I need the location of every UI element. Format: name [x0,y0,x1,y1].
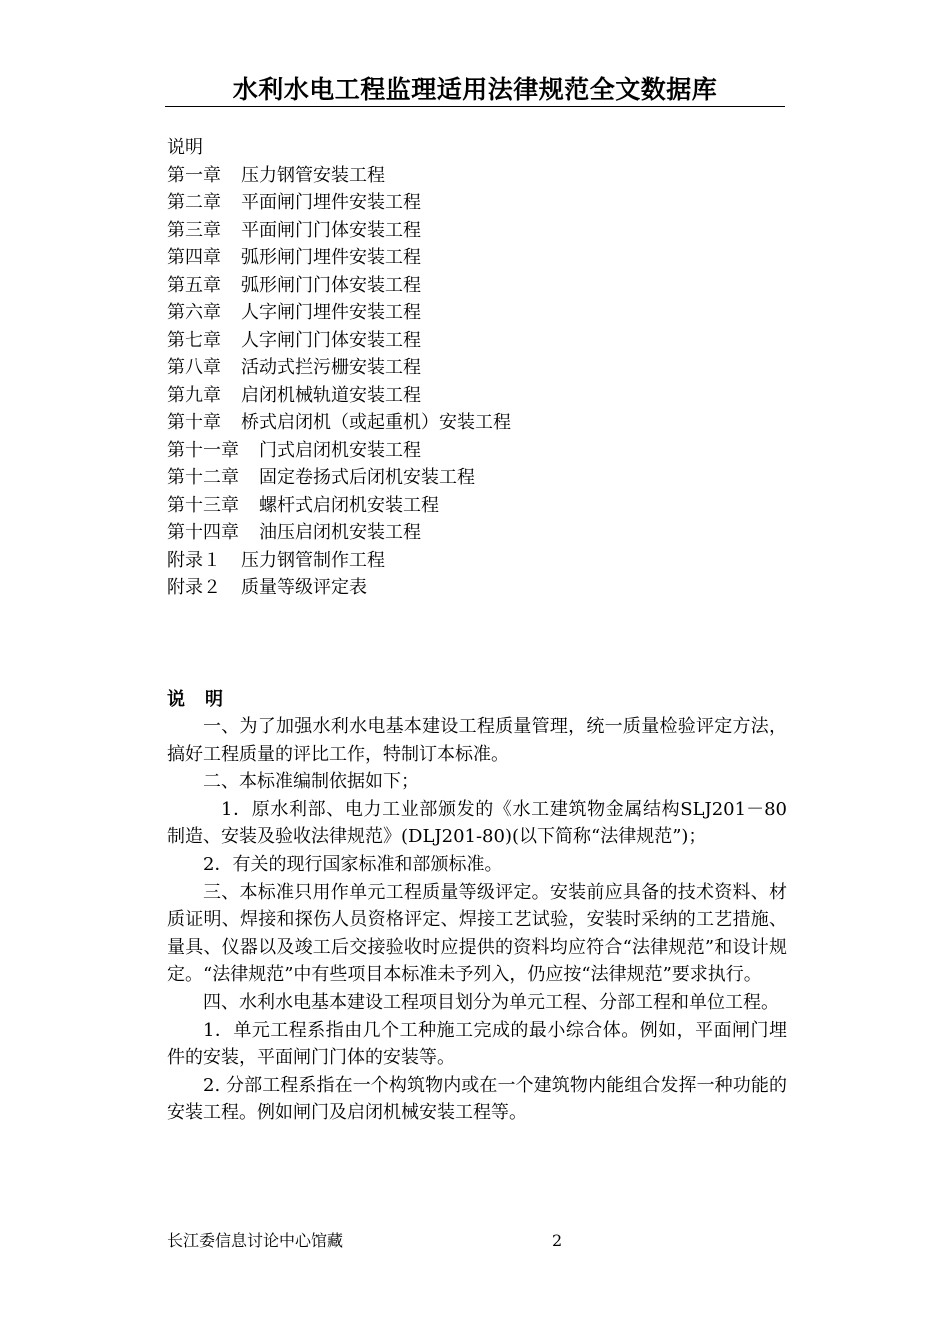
toc-item-number: 附录１ [167,549,221,571]
toc-item [167,189,787,217]
toc-item-title: 门式启闭机安装工程 [259,439,421,461]
toc-item-number: 说明 [167,137,203,158]
toc-item-title: 质量等级评定表 [241,577,367,598]
toc-item [167,134,787,162]
toc-item [167,519,787,547]
paragraph: 2．有关的现行国家标准和部颁标准。 [203,853,503,875]
toc-item-number: 第九章 [167,384,221,406]
toc-item-number: 第七章 [167,329,221,351]
toc-item [167,162,787,190]
toc-item-number: 第八章 [167,357,221,378]
paragraph: 2. 分部工程系指在一个构筑物内或在一个建筑物内能组合发挥一种功能的安装工程。例如闸门及启闭机械安装工程等。 [167,1074,787,1124]
toc-item-title: 桥式启闭机（或起重机）安装工程 [241,412,511,433]
toc-item-title: 人字闸门门体安装工程 [241,329,421,351]
paragraph: 1．单元工程系指由几个工种施工完成的最小综合体。例如，平面闸门埋件的安装，平面闸门门体的安装等。 [167,1019,787,1069]
toc-item-title: 活动式拦污栅安装工程 [241,357,421,378]
toc-item [167,492,787,520]
toc-item-title: 平面闸门埋件安装工程 [241,192,421,213]
toc-item-title: 平面闸门门体安装工程 [241,219,421,241]
toc-item [167,437,787,465]
toc-item-title: 人字闸门埋件安装工程 [241,302,421,323]
toc-item-title: 螺杆式启闭机安装工程 [259,494,439,516]
toc-item-number: 第十二章 [167,467,239,488]
toc-item-title: 压力钢管制作工程 [241,549,385,571]
toc-item-number: 第一章 [167,164,221,186]
toc-item-title: 弧形闸门门体安装工程 [241,274,421,296]
toc-item-number: 第五章 [167,274,221,296]
toc-item-number: 第十四章 [167,522,239,543]
footer-source: 长江委信息讨论中心馆藏 [167,1231,344,1250]
header-title: 水利水电工程监理适用法律规范全文数据库 [232,75,718,104]
page-header [165,74,785,106]
toc-item [167,272,787,300]
toc-item [167,547,787,575]
toc-item-number: 第四章 [167,247,221,268]
toc-item [167,217,787,245]
table-of-contents [167,134,787,602]
toc-item [167,244,787,272]
toc-item [167,574,787,602]
toc-item [167,409,787,437]
toc-item [167,382,787,410]
toc-item-title: 启闭机械轨道安装工程 [241,384,421,406]
header-rule [165,106,785,107]
toc-item-number: 第二章 [167,192,221,213]
toc-item-number: 第三章 [167,219,221,241]
toc-item-title: 压力钢管安装工程 [241,164,385,186]
toc-item-title: 弧形闸门埋件安装工程 [241,247,421,268]
toc-item-number: 附录２ [167,577,221,598]
toc-item-title: 固定卷扬式后闭机安装工程 [259,467,475,488]
toc-item [167,354,787,382]
toc-item [167,327,787,355]
section-body [167,713,805,1127]
toc-item [167,299,787,327]
toc-item-title: 油压启闭机安装工程 [259,522,421,543]
paragraph: 四、水利水电基本建设工程项目划分为单元工程、分部工程和单位工程。 [203,991,779,1013]
paragraph: 三、本标准只用作单元工程质量等级评定。安装前应具备的技术资料、材质证明、焊接和探伤人员资格评定、焊接工艺试验，安装时采纳的工艺措施、量具、仪器以及竣工后交接验收时应提供的资料均应符合“法律规范”和设计规定。“法律规范”中有些项目本标准未予列入，仍应按“法律规范”要求执行。 [167,881,787,986]
toc-item-number: 第十章 [167,412,221,433]
toc-item-number: 第六章 [167,302,221,323]
toc-item-number: 第十一章 [167,439,239,461]
section-heading: 说明 [167,689,243,710]
toc-item [167,464,787,492]
toc-item-number: 第十三章 [167,494,239,516]
paragraph: 二、本标准编制依据如下； [203,771,419,793]
paragraph: 1．原水利部、电力工业部颁发的《水工建筑物金属结构SLJ201－80 制造、安装及验收法律规范》(DLJ201-80)(以下简称“法律规范”)； [167,798,805,848]
paragraph: 一、为了加强水利水电基本建设工程质量管理，统一质量检验评定方法，搞好工程质量的评比工作，特制订本标准。 [167,716,787,765]
page-number: 2 [552,1231,563,1250]
